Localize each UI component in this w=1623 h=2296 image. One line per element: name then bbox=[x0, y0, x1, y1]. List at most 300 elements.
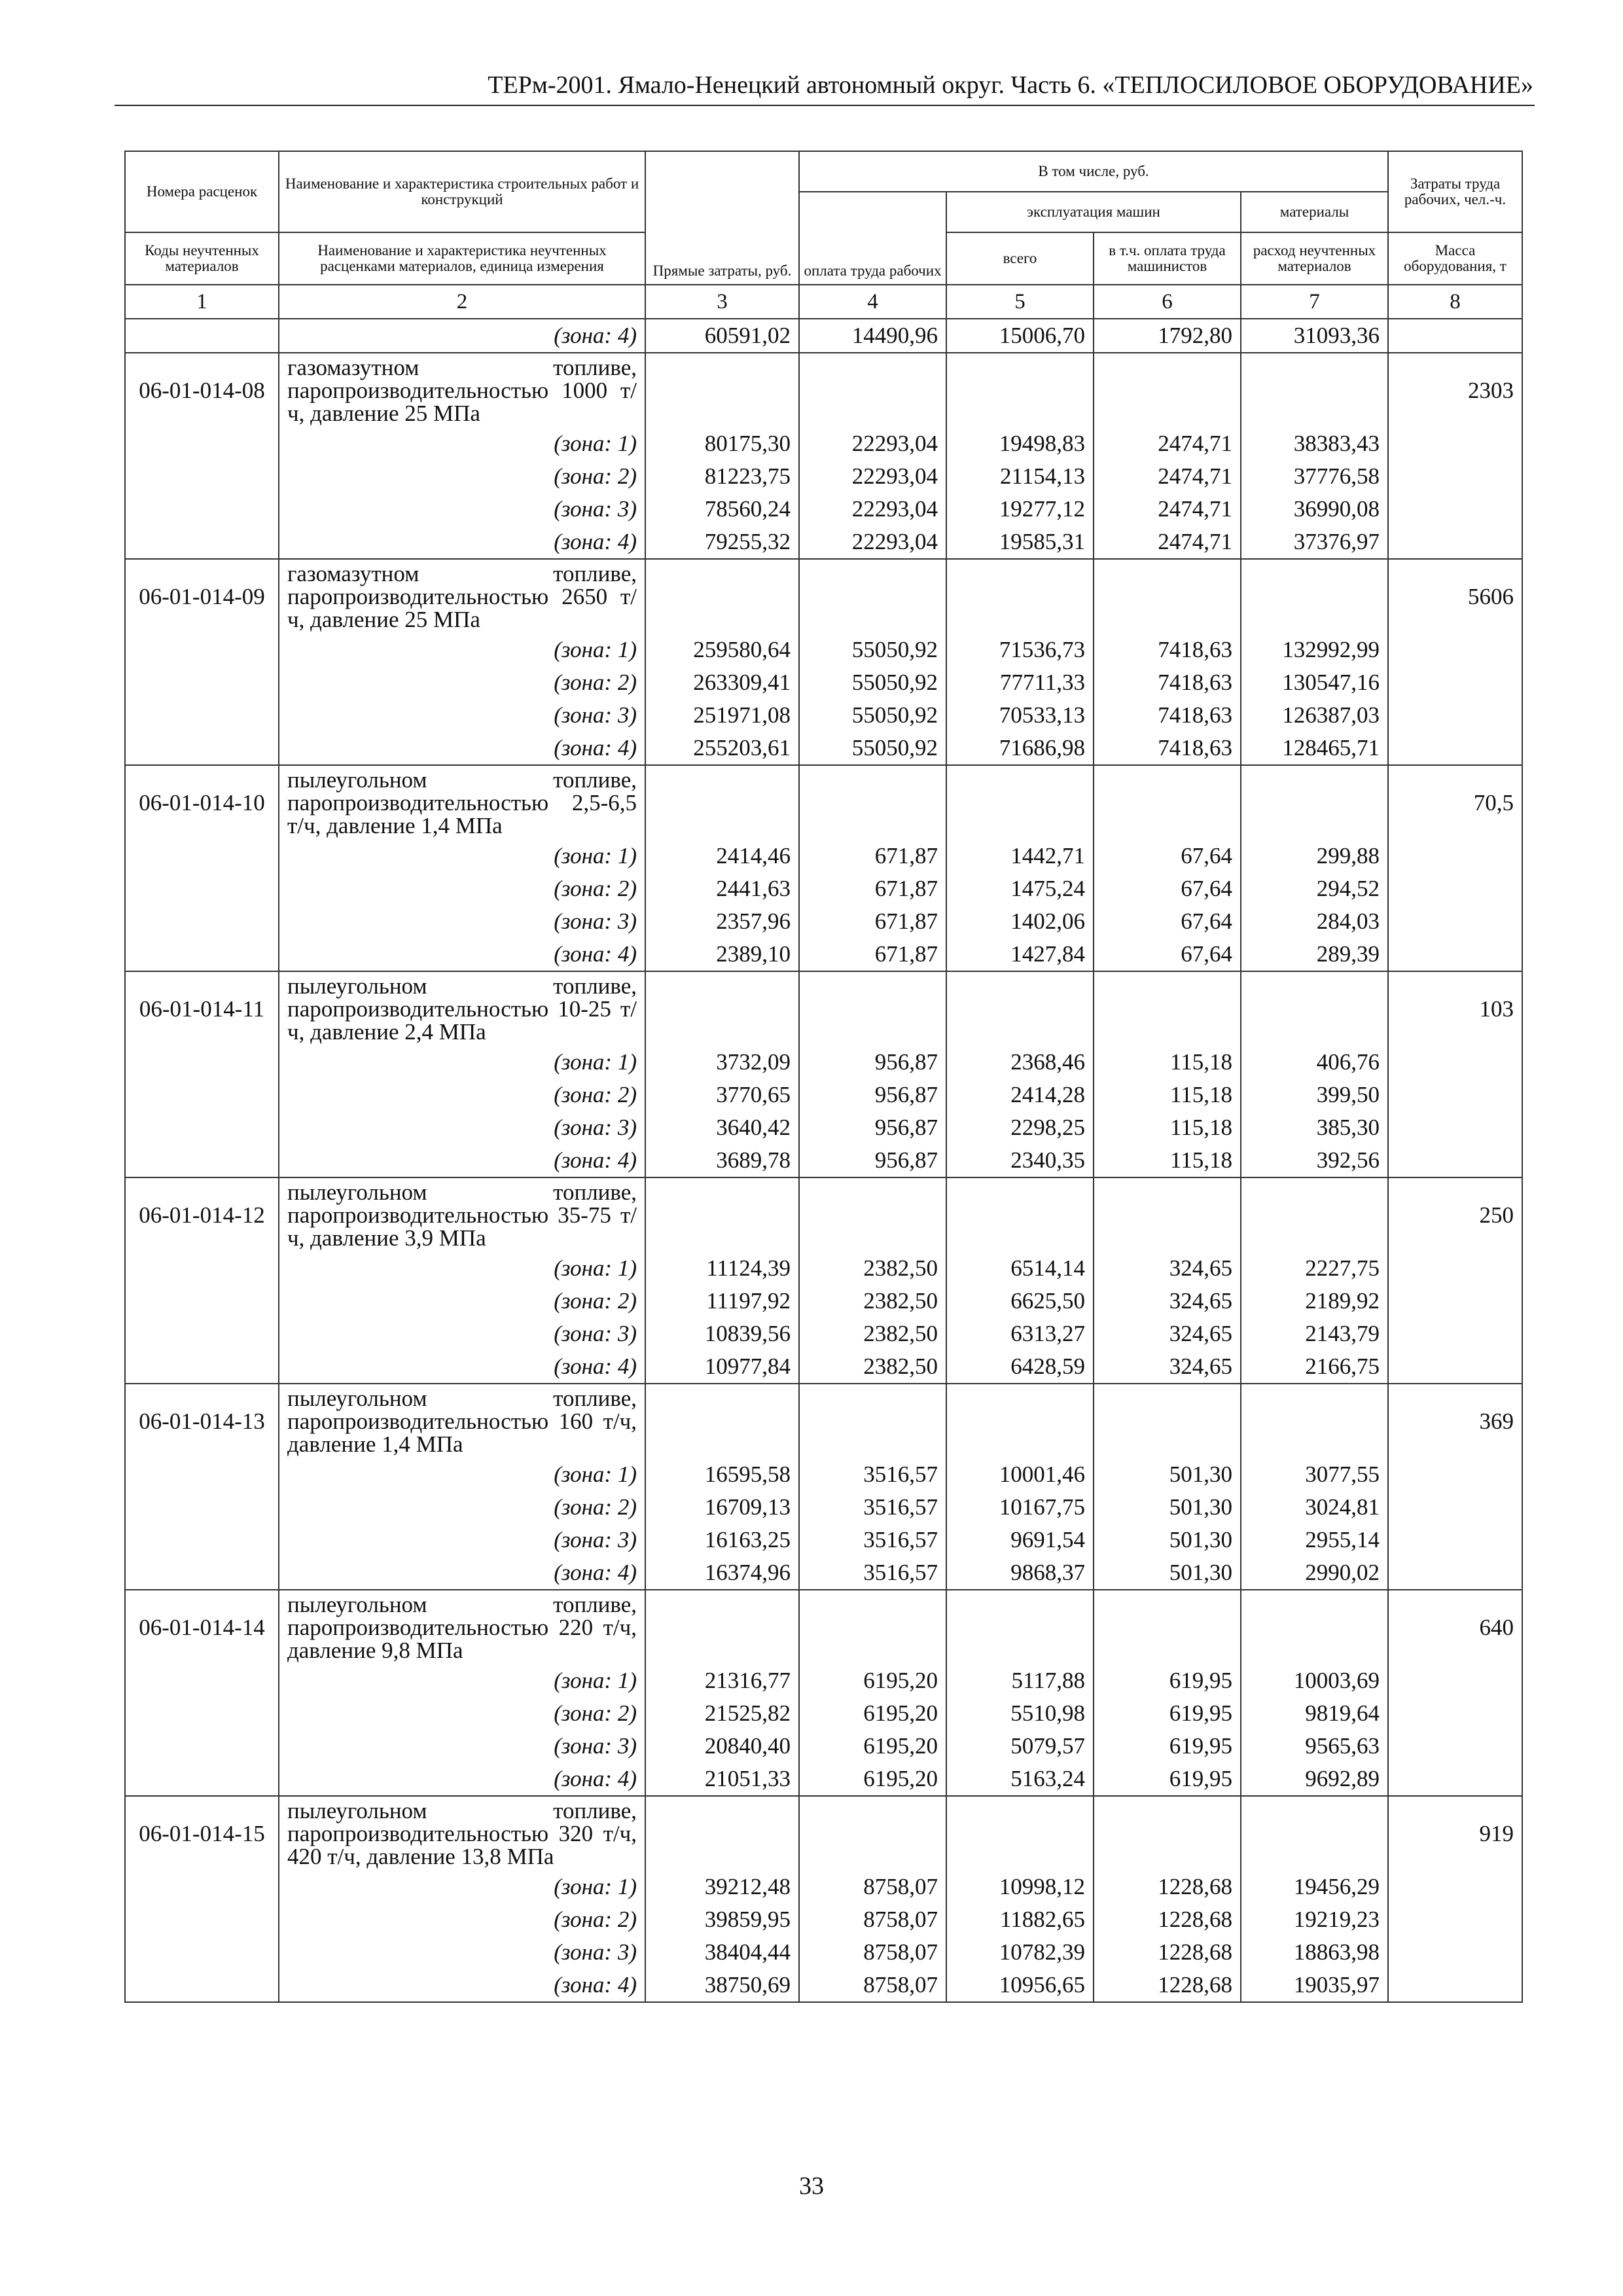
rate-row bbox=[125, 765, 1522, 840]
materials-value: 19456,29 bbox=[1241, 1871, 1388, 1903]
machinist-wages-value: 501,30 bbox=[1094, 1524, 1241, 1556]
empty-cell bbox=[1094, 559, 1241, 634]
zone-row bbox=[125, 938, 1522, 971]
zone-row bbox=[125, 1936, 1522, 1969]
machinist-wages-value: 501,30 bbox=[1094, 1458, 1241, 1491]
empty-cell bbox=[799, 971, 946, 1046]
machines-total-value: 1475,24 bbox=[946, 872, 1094, 905]
empty-cell bbox=[946, 1796, 1094, 1871]
machines-total-value: 71536,73 bbox=[946, 634, 1094, 666]
direct-cost-value: 21316,77 bbox=[645, 1664, 799, 1697]
wages-value: 671,87 bbox=[799, 938, 946, 971]
page-number: 33 bbox=[799, 2172, 824, 2200]
machines-total-value: 5163,24 bbox=[946, 1763, 1094, 1796]
zone-label: (зона: 3) bbox=[279, 1318, 645, 1350]
empty-cell bbox=[645, 353, 799, 427]
materials-value: 2143,79 bbox=[1241, 1318, 1388, 1350]
zone-row bbox=[125, 1730, 1522, 1763]
zone-row bbox=[125, 460, 1522, 493]
machines-total-value: 1442,71 bbox=[946, 840, 1094, 872]
rate-row bbox=[125, 559, 1522, 634]
machinist-wages-value: 1228,68 bbox=[1094, 1903, 1241, 1936]
empty-cell bbox=[1094, 1177, 1241, 1252]
direct-cost-value: 11197,92 bbox=[645, 1285, 799, 1318]
empty-cell bbox=[645, 971, 799, 1046]
empty-cell bbox=[1241, 971, 1388, 1046]
wages-value: 6195,20 bbox=[799, 1763, 946, 1796]
zone-row bbox=[125, 1524, 1522, 1556]
materials-value: 126387,03 bbox=[1241, 699, 1388, 732]
wages-value: 956,87 bbox=[799, 1046, 946, 1079]
machines-total-value: 6313,27 bbox=[946, 1318, 1094, 1350]
hdr-materials: материалы bbox=[1241, 192, 1388, 232]
zone-label: (зона: 2) bbox=[279, 666, 645, 699]
hdr-machines: эксплуатация машин bbox=[946, 192, 1241, 232]
machines-total-value: 1427,84 bbox=[946, 938, 1094, 971]
zone-row bbox=[125, 1763, 1522, 1796]
zone-row bbox=[125, 1697, 1522, 1730]
empty-cell bbox=[799, 1796, 946, 1871]
empty-cell bbox=[1241, 765, 1388, 840]
rate-code: 06-01-014-14 bbox=[125, 1590, 279, 1664]
empty-cell bbox=[946, 971, 1094, 1046]
empty-cell bbox=[799, 1590, 946, 1664]
direct-cost-value: 16595,58 bbox=[645, 1458, 799, 1491]
materials-value: 3024,81 bbox=[1241, 1491, 1388, 1524]
machines-total-value: 10956,65 bbox=[946, 1969, 1094, 2002]
wages-value: 6195,20 bbox=[799, 1697, 946, 1730]
empty-cell bbox=[946, 1384, 1094, 1458]
machinist-wages-value: 324,65 bbox=[1094, 1285, 1241, 1318]
zone-row bbox=[125, 427, 1522, 460]
rate-code: 06-01-014-09 bbox=[125, 559, 279, 634]
materials-value: 289,39 bbox=[1241, 938, 1388, 971]
empty-cell bbox=[1094, 1590, 1241, 1664]
wages-value: 6195,20 bbox=[799, 1730, 946, 1763]
materials-value: 31093,36 bbox=[1241, 319, 1388, 353]
rate-row bbox=[125, 971, 1522, 1046]
zone-label: (зона: 2) bbox=[279, 460, 645, 493]
empty-cell bbox=[645, 1177, 799, 1252]
empty-cell bbox=[1094, 353, 1241, 427]
materials-value: 294,52 bbox=[1241, 872, 1388, 905]
materials-value: 2166,75 bbox=[1241, 1350, 1388, 1384]
zone-row bbox=[125, 1285, 1522, 1318]
zone-label: (зона: 1) bbox=[279, 1458, 645, 1491]
direct-cost-value: 259580,64 bbox=[645, 634, 799, 666]
direct-cost-value: 3640,42 bbox=[645, 1111, 799, 1144]
zone-row bbox=[125, 1969, 1522, 2002]
zone-row bbox=[125, 1144, 1522, 1177]
zone-row bbox=[125, 732, 1522, 765]
machines-total-value: 9868,37 bbox=[946, 1556, 1094, 1590]
hdr-wages: оплата труда рабочих bbox=[799, 192, 946, 285]
zone-row bbox=[125, 1491, 1522, 1524]
machinist-wages-value: 501,30 bbox=[1094, 1556, 1241, 1590]
zone-row bbox=[125, 840, 1522, 872]
direct-cost-value: 10839,56 bbox=[645, 1318, 799, 1350]
equipment-mass-value: 103 bbox=[1388, 971, 1522, 1046]
empty-cell bbox=[946, 765, 1094, 840]
hdr-row-numbers: Номера расценок bbox=[125, 151, 279, 232]
rate-code: 06-01-014-15 bbox=[125, 1796, 279, 1871]
running-title: ТЕРм-2001. Ямало-Ненецкий автономный округ. Часть 6. «ТЕПЛОСИЛОВОЕ ОБОРУДОВАНИЕ» bbox=[488, 71, 1533, 99]
direct-cost-value: 20840,40 bbox=[645, 1730, 799, 1763]
col-number: 5 bbox=[946, 285, 1094, 319]
hdr-codes: Коды неучтенных материалов bbox=[125, 232, 279, 285]
rate-code: 06-01-014-10 bbox=[125, 765, 279, 840]
machines-total-value: 1402,06 bbox=[946, 905, 1094, 938]
direct-cost-value: 2357,96 bbox=[645, 905, 799, 938]
zone-row bbox=[125, 1903, 1522, 1936]
empty-cell bbox=[1241, 1796, 1388, 1871]
carry-over-row bbox=[125, 319, 1522, 353]
equipment-mass-value: 70,5 bbox=[1388, 765, 1522, 840]
empty-cell bbox=[1094, 1384, 1241, 1458]
machines-total-value: 9691,54 bbox=[946, 1524, 1094, 1556]
zone-row bbox=[125, 1556, 1522, 1590]
machinist-wages-value: 115,18 bbox=[1094, 1079, 1241, 1111]
zone-row bbox=[125, 1871, 1522, 1903]
hdr-material-use: расход неучтенных материалов bbox=[1241, 232, 1388, 285]
equipment-mass-value: 919 bbox=[1388, 1796, 1522, 1871]
hdr-direct-costs: Прямые затраты, руб. bbox=[645, 151, 799, 285]
zone-label: (зона: 1) bbox=[279, 427, 645, 460]
zone-row bbox=[125, 493, 1522, 526]
machinist-wages-value: 7418,63 bbox=[1094, 699, 1241, 732]
materials-value: 2189,92 bbox=[1241, 1285, 1388, 1318]
zone-label: (зона: 4) bbox=[279, 1350, 645, 1384]
wages-value: 55050,92 bbox=[799, 666, 946, 699]
machinist-wages-value: 67,64 bbox=[1094, 840, 1241, 872]
zone-label: (зона: 3) bbox=[279, 1730, 645, 1763]
materials-value: 3077,55 bbox=[1241, 1458, 1388, 1491]
rate-code: 06-01-014-12 bbox=[125, 1177, 279, 1252]
equipment-mass-value: 2303 bbox=[1388, 353, 1522, 427]
machinist-wages-value: 7418,63 bbox=[1094, 666, 1241, 699]
machinist-wages-value: 7418,63 bbox=[1094, 634, 1241, 666]
machinist-wages-value: 67,64 bbox=[1094, 905, 1241, 938]
direct-cost-value: 79255,32 bbox=[645, 526, 799, 559]
rate-name: пылеугольном топливе, паропроизводительностью 10-25 т/ч, давление 2,4 МПа bbox=[279, 971, 645, 1046]
zone-label: (зона: 1) bbox=[279, 1664, 645, 1697]
zone-row bbox=[125, 1252, 1522, 1285]
direct-cost-value: 39859,95 bbox=[645, 1903, 799, 1936]
zone-label: (зона: 3) bbox=[279, 1524, 645, 1556]
zone-label: (зона: 3) bbox=[279, 493, 645, 526]
rate-row bbox=[125, 1177, 1522, 1252]
empty-cell bbox=[1241, 559, 1388, 634]
wages-value: 2382,50 bbox=[799, 1285, 946, 1318]
direct-cost-value: 16709,13 bbox=[645, 1491, 799, 1524]
zone-label: (зона: 4) bbox=[279, 938, 645, 971]
zone-label: (зона: 2) bbox=[279, 1697, 645, 1730]
equipment-mass-value: 369 bbox=[1388, 1384, 1522, 1458]
materials-value: 10003,69 bbox=[1241, 1664, 1388, 1697]
materials-value: 2955,14 bbox=[1241, 1524, 1388, 1556]
zone-label: (зона: 1) bbox=[279, 634, 645, 666]
direct-cost-value: 16374,96 bbox=[645, 1556, 799, 1590]
zone-row bbox=[125, 905, 1522, 938]
zone-label: (зона: 2) bbox=[279, 1079, 645, 1111]
empty-cell bbox=[1241, 353, 1388, 427]
materials-value: 392,56 bbox=[1241, 1144, 1388, 1177]
wages-value: 55050,92 bbox=[799, 699, 946, 732]
machinist-wages-value: 115,18 bbox=[1094, 1144, 1241, 1177]
zone-row bbox=[125, 1111, 1522, 1144]
direct-cost-value: 16163,25 bbox=[645, 1524, 799, 1556]
machines-total-value: 2414,28 bbox=[946, 1079, 1094, 1111]
materials-value: 36990,08 bbox=[1241, 493, 1388, 526]
rate-name: пылеугольном топливе, паропроизводительностью 220 т/ч, давление 9,8 МПа bbox=[279, 1590, 645, 1664]
materials-value: 132992,99 bbox=[1241, 634, 1388, 666]
materials-value: 128465,71 bbox=[1241, 732, 1388, 765]
machines-total-value: 21154,13 bbox=[946, 460, 1094, 493]
empty-cell bbox=[946, 1177, 1094, 1252]
machines-total-value: 15006,70 bbox=[946, 319, 1094, 353]
wages-value: 2382,50 bbox=[799, 1252, 946, 1285]
col-number: 6 bbox=[1094, 285, 1241, 319]
machines-total-value: 2298,25 bbox=[946, 1111, 1094, 1144]
zone-label: (зона: 2) bbox=[279, 1285, 645, 1318]
empty-cell bbox=[799, 765, 946, 840]
hdr-machinist-wages: в т.ч. оплата труда машинистов bbox=[1094, 232, 1241, 285]
machines-total-value: 5079,57 bbox=[946, 1730, 1094, 1763]
zone-row bbox=[125, 526, 1522, 559]
direct-cost-value: 10977,84 bbox=[645, 1350, 799, 1384]
materials-value: 37776,58 bbox=[1241, 460, 1388, 493]
empty-cell bbox=[799, 353, 946, 427]
zone-label: (зона: 1) bbox=[279, 1252, 645, 1285]
materials-value: 9692,89 bbox=[1241, 1763, 1388, 1796]
machinist-wages-value: 1228,68 bbox=[1094, 1969, 1241, 2002]
rate-row bbox=[125, 353, 1522, 427]
zone-label: (зона: 4) bbox=[279, 526, 645, 559]
machinist-wages-value: 619,95 bbox=[1094, 1730, 1241, 1763]
machines-total-value: 10998,12 bbox=[946, 1871, 1094, 1903]
direct-cost-value: 38404,44 bbox=[645, 1936, 799, 1969]
wages-value: 671,87 bbox=[799, 840, 946, 872]
materials-value: 9819,64 bbox=[1241, 1697, 1388, 1730]
machines-total-value: 70533,13 bbox=[946, 699, 1094, 732]
machinist-wages-value: 67,64 bbox=[1094, 938, 1241, 971]
machinist-wages-value: 619,95 bbox=[1094, 1763, 1241, 1796]
col-number: 7 bbox=[1241, 285, 1388, 319]
zone-label: (зона: 4) bbox=[279, 1144, 645, 1177]
machinist-wages-value: 324,65 bbox=[1094, 1318, 1241, 1350]
machinist-wages-value: 619,95 bbox=[1094, 1697, 1241, 1730]
direct-cost-value: 3689,78 bbox=[645, 1144, 799, 1177]
machinist-wages-value: 501,30 bbox=[1094, 1491, 1241, 1524]
wages-value: 3516,57 bbox=[799, 1524, 946, 1556]
wages-value: 8758,07 bbox=[799, 1871, 946, 1903]
materials-value: 406,76 bbox=[1241, 1046, 1388, 1079]
zone-label: (зона: 1) bbox=[279, 1046, 645, 1079]
rate-row bbox=[125, 1796, 1522, 1871]
direct-cost-value: 251971,08 bbox=[645, 699, 799, 732]
materials-value: 130547,16 bbox=[1241, 666, 1388, 699]
header-rule bbox=[115, 105, 1535, 106]
zone-row bbox=[125, 634, 1522, 666]
zone-row bbox=[125, 1664, 1522, 1697]
direct-cost-value: 81223,75 bbox=[645, 460, 799, 493]
machinist-wages-value: 115,18 bbox=[1094, 1046, 1241, 1079]
machinist-wages-value: 115,18 bbox=[1094, 1111, 1241, 1144]
rate-name: пылеугольном топливе, паропроизводительностью 320 т/ч, 420 т/ч, давление 13,8 МПа bbox=[279, 1796, 645, 1871]
wages-value: 22293,04 bbox=[799, 493, 946, 526]
materials-value: 399,50 bbox=[1241, 1079, 1388, 1111]
direct-cost-value: 2389,10 bbox=[645, 938, 799, 971]
machines-total-value: 6428,59 bbox=[946, 1350, 1094, 1384]
equipment-mass-value: 250 bbox=[1388, 1177, 1522, 1252]
machines-total-value: 5510,98 bbox=[946, 1697, 1094, 1730]
wages-value: 22293,04 bbox=[799, 526, 946, 559]
col-number: 2 bbox=[279, 285, 645, 319]
empty-cell bbox=[946, 1590, 1094, 1664]
machinist-wages-value: 2474,71 bbox=[1094, 460, 1241, 493]
machinist-wages-value: 619,95 bbox=[1094, 1664, 1241, 1697]
machinist-wages-value: 7418,63 bbox=[1094, 732, 1241, 765]
direct-cost-value: 39212,48 bbox=[645, 1871, 799, 1903]
materials-value: 18863,98 bbox=[1241, 1936, 1388, 1969]
machines-total-value: 19585,31 bbox=[946, 526, 1094, 559]
wages-value: 671,87 bbox=[799, 872, 946, 905]
zone-label: (зона: 4) bbox=[279, 1763, 645, 1796]
wages-value: 8758,07 bbox=[799, 1936, 946, 1969]
direct-cost-value: 3770,65 bbox=[645, 1079, 799, 1111]
rate-name: пылеугольном топливе, паропроизводительностью 160 т/ч, давление 1,4 МПа bbox=[279, 1384, 645, 1458]
hdr-labor: Затраты труда рабочих, чел.-ч. bbox=[1388, 151, 1522, 232]
direct-cost-value: 2414,46 bbox=[645, 840, 799, 872]
wages-value: 671,87 bbox=[799, 905, 946, 938]
hdr-in-total: В том числе, руб. bbox=[799, 151, 1388, 192]
direct-cost-value: 263309,41 bbox=[645, 666, 799, 699]
empty-cell bbox=[1241, 1590, 1388, 1664]
empty-cell bbox=[1094, 765, 1241, 840]
machines-total-value: 10001,46 bbox=[946, 1458, 1094, 1491]
machinist-wages-value: 2474,71 bbox=[1094, 427, 1241, 460]
materials-value: 19035,97 bbox=[1241, 1969, 1388, 2002]
zone-label: (зона: 3) bbox=[279, 1936, 645, 1969]
machines-total-value: 6514,14 bbox=[946, 1252, 1094, 1285]
zone-label: (зона: 4) bbox=[279, 319, 645, 353]
empty-cell bbox=[946, 559, 1094, 634]
empty-cell bbox=[645, 1796, 799, 1871]
wages-value: 14490,96 bbox=[799, 319, 946, 353]
machines-total-value: 10782,39 bbox=[946, 1936, 1094, 1969]
zone-row bbox=[125, 1318, 1522, 1350]
zone-label: (зона: 3) bbox=[279, 1111, 645, 1144]
direct-cost-value: 2441,63 bbox=[645, 872, 799, 905]
hdr-equipment-mass: Масса оборудования, т bbox=[1388, 232, 1522, 285]
zone-row bbox=[125, 1046, 1522, 1079]
zone-label: (зона: 2) bbox=[279, 1491, 645, 1524]
materials-value: 299,88 bbox=[1241, 840, 1388, 872]
wages-value: 22293,04 bbox=[799, 460, 946, 493]
equipment-mass-value: 5606 bbox=[1388, 559, 1522, 634]
empty-cell bbox=[645, 559, 799, 634]
direct-cost-value: 255203,61 bbox=[645, 732, 799, 765]
zone-row bbox=[125, 666, 1522, 699]
zone-label: (зона: 3) bbox=[279, 699, 645, 732]
empty-cell bbox=[645, 1384, 799, 1458]
machinist-wages-value: 1792,80 bbox=[1094, 319, 1241, 353]
machinist-wages-value: 2474,71 bbox=[1094, 493, 1241, 526]
zone-label: (зона: 1) bbox=[279, 1871, 645, 1903]
direct-cost-value: 3732,09 bbox=[645, 1046, 799, 1079]
zone-row bbox=[125, 1079, 1522, 1111]
empty-cell bbox=[1241, 1177, 1388, 1252]
zone-row bbox=[125, 699, 1522, 732]
direct-cost-value: 38750,69 bbox=[645, 1969, 799, 2002]
zone-label: (зона: 3) bbox=[279, 905, 645, 938]
materials-value: 9565,63 bbox=[1241, 1730, 1388, 1763]
zone-label: (зона: 4) bbox=[279, 732, 645, 765]
equipment-mass-value: 640 bbox=[1388, 1590, 1522, 1664]
rate-code: 06-01-014-11 bbox=[125, 971, 279, 1046]
wages-value: 3516,57 bbox=[799, 1491, 946, 1524]
wages-value: 55050,92 bbox=[799, 732, 946, 765]
wages-value: 3516,57 bbox=[799, 1556, 946, 1590]
machinist-wages-value: 67,64 bbox=[1094, 872, 1241, 905]
machinist-wages-value: 324,65 bbox=[1094, 1252, 1241, 1285]
hdr-material-name: Наименование и характеристика неучтенных расценками материалов, единица измерения bbox=[279, 232, 645, 285]
column-number-row bbox=[125, 285, 1522, 319]
direct-cost-value: 80175,30 bbox=[645, 427, 799, 460]
machinist-wages-value: 324,65 bbox=[1094, 1350, 1241, 1384]
zone-label: (зона: 4) bbox=[279, 1556, 645, 1590]
col-number: 4 bbox=[799, 285, 946, 319]
empty-cell bbox=[799, 1384, 946, 1458]
empty-cell bbox=[1241, 1384, 1388, 1458]
empty-cell bbox=[799, 1177, 946, 1252]
materials-value: 37376,97 bbox=[1241, 526, 1388, 559]
empty-cell bbox=[645, 1590, 799, 1664]
zone-row bbox=[125, 872, 1522, 905]
direct-cost-value: 11124,39 bbox=[645, 1252, 799, 1285]
rate-code: 06-01-014-13 bbox=[125, 1384, 279, 1458]
hdr-total: всего bbox=[946, 232, 1094, 285]
direct-cost-value: 78560,24 bbox=[645, 493, 799, 526]
empty-cell bbox=[1094, 971, 1241, 1046]
machines-total-value: 6625,50 bbox=[946, 1285, 1094, 1318]
machines-total-value: 5117,88 bbox=[946, 1664, 1094, 1697]
machines-total-value: 10167,75 bbox=[946, 1491, 1094, 1524]
rate-row bbox=[125, 1590, 1522, 1664]
machines-total-value: 2368,46 bbox=[946, 1046, 1094, 1079]
materials-value: 284,03 bbox=[1241, 905, 1388, 938]
zone-row bbox=[125, 1350, 1522, 1384]
materials-value: 2990,02 bbox=[1241, 1556, 1388, 1590]
wages-value: 956,87 bbox=[799, 1111, 946, 1144]
wages-value: 3516,57 bbox=[799, 1458, 946, 1491]
wages-value: 8758,07 bbox=[799, 1969, 946, 2002]
materials-value: 19219,23 bbox=[1241, 1903, 1388, 1936]
col-number: 3 bbox=[645, 285, 799, 319]
rate-name: пылеугольном топливе, паропроизводительностью 35-75 т/ч, давление 3,9 МПа bbox=[279, 1177, 645, 1252]
wages-value: 2382,50 bbox=[799, 1318, 946, 1350]
machines-total-value: 19498,83 bbox=[946, 427, 1094, 460]
wages-value: 22293,04 bbox=[799, 427, 946, 460]
machinist-wages-value: 1228,68 bbox=[1094, 1936, 1241, 1969]
rate-row bbox=[125, 1384, 1522, 1458]
col-number: 8 bbox=[1388, 285, 1522, 319]
col-number: 1 bbox=[125, 285, 279, 319]
zone-label: (зона: 1) bbox=[279, 840, 645, 872]
direct-cost-value: 21525,82 bbox=[645, 1697, 799, 1730]
rate-name: газомазутном топливе, паропроизводительностью 2650 т/ч, давление 25 МПа bbox=[279, 559, 645, 634]
zone-row bbox=[125, 1458, 1522, 1491]
